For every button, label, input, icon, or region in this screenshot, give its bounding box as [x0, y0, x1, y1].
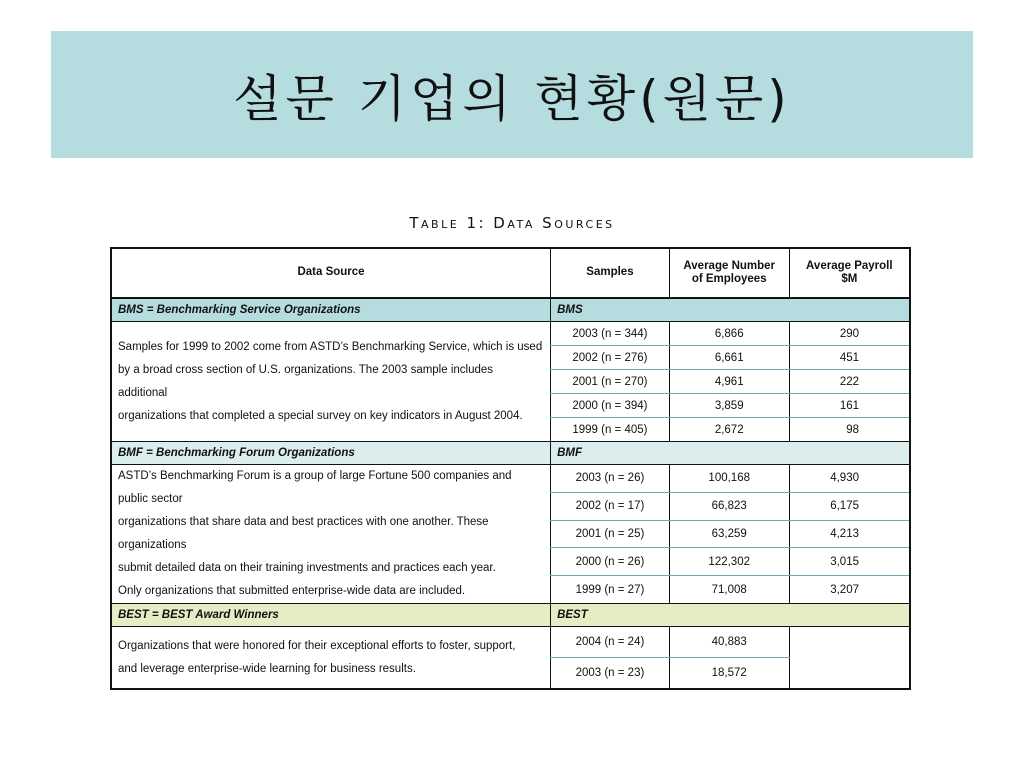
description-line: submit detailed data on their training investments and practices each year. [118, 562, 496, 574]
cell-employees: 66,823 [669, 492, 789, 520]
description-line: Organizations that were honored for their exceptional efforts to foster, support, [118, 639, 516, 652]
data-sources-table [110, 247, 911, 690]
cell-employees: 2,672 [669, 418, 789, 442]
description-line: Samples for 1999 to 2002 come from ASTD’s Benchmarking Service, which is used [118, 340, 543, 353]
header-avg-payroll-line1: Average Payroll [806, 259, 893, 272]
cell-payroll: 3,015 [789, 548, 910, 576]
section-tag: BMF [551, 442, 910, 465]
description-line: organizations that completed a special survey on key indicators in August 2004. [118, 409, 523, 422]
cell-employees: 122,302 [669, 548, 789, 576]
description-line: organizations that share data and best practices with one another. These organizations [118, 516, 489, 551]
section-label: BEST = BEST Award Winners [111, 604, 551, 627]
table-caption: Table 1: Data Sources [409, 214, 615, 232]
cell-payroll: 290 [789, 322, 910, 346]
cell-samples: 2003 (n = 26) [551, 465, 670, 493]
section-tag: BMS [551, 298, 910, 322]
cell-payroll-empty [789, 627, 910, 690]
section-label: BMS = Benchmarking Service Organizations [111, 298, 551, 322]
header-samples: Samples [551, 248, 670, 298]
header-avg-payroll-line2: $M [841, 273, 858, 285]
cell-payroll: 98 [789, 418, 910, 442]
cell-employees: 3,859 [669, 394, 789, 418]
section-header-bmf [111, 442, 910, 465]
section-tag: BEST [551, 604, 910, 627]
cell-samples: 2001 (n = 270) [551, 370, 670, 394]
cell-samples: 2003 (n = 23) [551, 658, 670, 690]
header-avg-employees-line1: Average Number [683, 259, 776, 272]
title-band [51, 31, 973, 158]
header-avg-employees [669, 248, 789, 298]
table-row [111, 627, 910, 658]
header-avg-payroll [789, 248, 910, 298]
cell-employees: 63,259 [669, 520, 789, 548]
cell-samples: 1999 (n = 27) [551, 576, 670, 604]
cell-employees: 4,961 [669, 370, 789, 394]
table-row [111, 322, 910, 346]
cell-employees: 6,866 [669, 322, 789, 346]
cell-employees: 6,661 [669, 346, 789, 370]
cell-payroll: 4,213 [789, 520, 910, 548]
section-label: BMF = Benchmarking Forum Organizations [111, 442, 551, 465]
cell-payroll: 3,207 [789, 576, 910, 604]
section-description-bms [111, 322, 551, 442]
cell-samples: 2003 (n = 344) [551, 322, 670, 346]
cell-samples: 2002 (n = 17) [551, 492, 670, 520]
table-row [111, 465, 910, 493]
section-description-bmf [111, 465, 551, 604]
table-header-row [111, 248, 910, 298]
description-line: Only organizations that submitted enterprise-wide data are included. [118, 585, 466, 597]
header-avg-employees-line2: of Employees [691, 273, 767, 285]
cell-employees: 100,168 [669, 465, 789, 493]
section-header-bms [111, 298, 910, 322]
cell-payroll: 161 [789, 394, 910, 418]
cell-samples: 2000 (n = 26) [551, 548, 670, 576]
cell-payroll: 4,930 [789, 465, 910, 493]
description-line: and leverage enterprise-wide learning for business results. [118, 662, 416, 675]
cell-samples: 2004 (n = 24) [551, 627, 670, 658]
cell-payroll: 222 [789, 370, 910, 394]
cell-payroll: 6,175 [789, 492, 910, 520]
section-header-best [111, 604, 910, 627]
cell-employees: 18,572 [669, 658, 789, 690]
cell-employees: 71,008 [669, 576, 789, 604]
slide-title: 설문 기업의 현황(원문) [233, 69, 791, 128]
description-line: ASTD’s Benchmarking Forum is a group of large Fortune 500 companies and public sector [118, 470, 512, 505]
cell-employees: 40,883 [669, 627, 789, 658]
cell-samples: 2000 (n = 394) [551, 394, 670, 418]
cell-samples: 2002 (n = 276) [551, 346, 670, 370]
cell-samples: 2001 (n = 25) [551, 520, 670, 548]
header-data-source: Data Source [111, 248, 551, 298]
cell-samples: 1999 (n = 405) [551, 418, 670, 442]
cell-payroll: 451 [789, 346, 910, 370]
description-line: by a broad cross section of U.S. organizations. The 2003 sample includes additional [118, 363, 494, 399]
section-description-best [111, 627, 551, 690]
